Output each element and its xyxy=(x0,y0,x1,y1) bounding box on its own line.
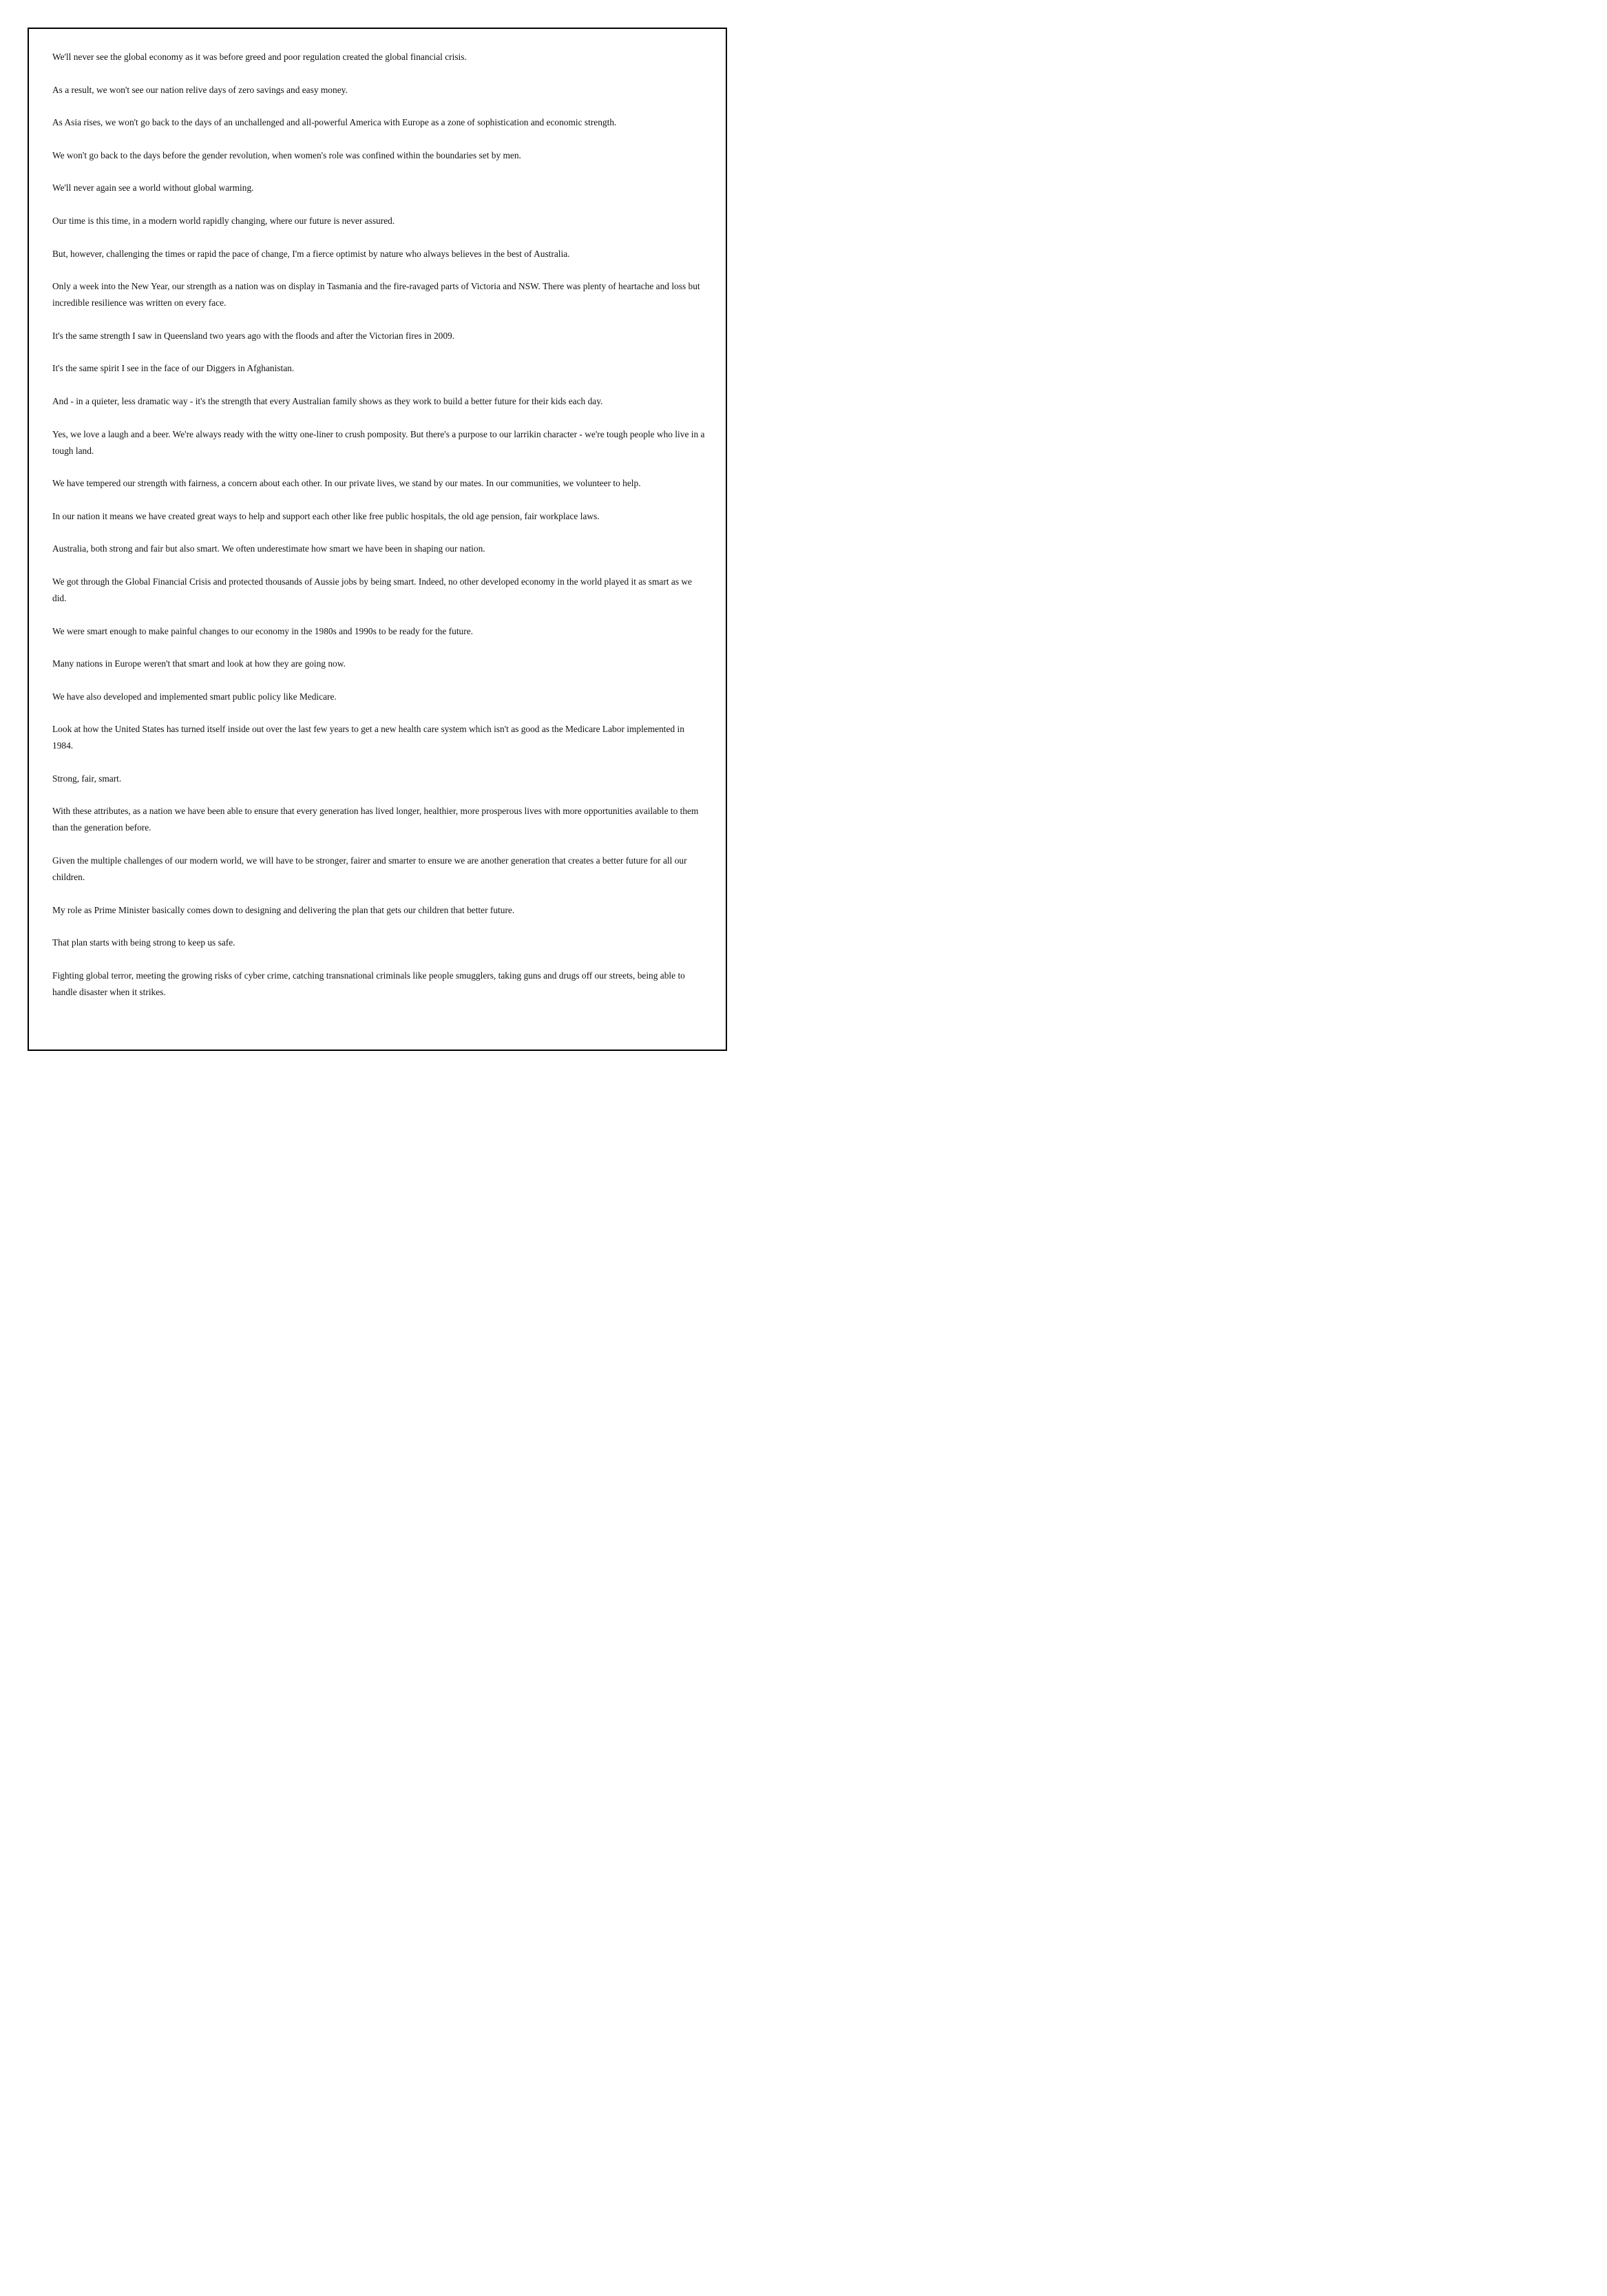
paragraph-24: My role as Prime Minister basically comes down to designing and delivering the plan that gets our children that better future. xyxy=(52,904,515,915)
paragraph-23: Given the multiple challenges of our modern world, we will have to be stronger, fairer and smarter to ensure we are another generation that creates a better future for all our children. xyxy=(52,855,687,883)
paragraph-14: In our nation it means we have created great ways to help and support each other like free public hospitals, the old age pension, fair workplace laws. xyxy=(52,510,600,521)
paragraph-19: We have also developed and implemented smart public policy like Medicare. xyxy=(52,691,337,702)
paragraph-3: As Asia rises, we won't go back to the days of an unchallenged and all-powerful America with Europe as a zone of sophistication and economic strength. xyxy=(52,117,617,128)
paragraph-22: With these attributes, as a nation we have been able to ensure that every generation has lived longer, healthier, more prosperous lives with more opportunities available to them than the generation before. xyxy=(52,806,699,833)
paragraph-16: We got through the Global Financial Crisis and protected thousands of Aussie jobs by being smart. Indeed, no other developed economy in the world played it as smart as we did. xyxy=(52,576,693,603)
paragraph-8: Only a week into the New Year, our strength as a nation was on display in Tasmania and the fire-ravaged parts of Victoria and NSW. There was plenty of heartache and loss but incredible resilience was written on every face. xyxy=(52,281,700,309)
paragraph-25: That plan starts with being strong to keep us safe. xyxy=(52,937,235,948)
paragraph-6: Our time is this time, in a modern world rapidly changing, where our future is never assured. xyxy=(52,215,395,226)
paragraph-10: It's the same spirit I see in the face of our Diggers in Afghanistan. xyxy=(52,363,295,374)
paragraph-5: We'll never again see a world without global warming. xyxy=(52,182,254,194)
paragraph-1: We'll never see the global economy as it was before greed and poor regulation created the global financial crisis. xyxy=(52,52,467,62)
paragraph-12: Yes, we love a laugh and a beer. We're always ready with the witty one-liner to crush pomposity. But there's a purpose to our larrikin character - we're tough people who live in a tough land. xyxy=(52,428,705,456)
paragraph-21: Strong, fair, smart. xyxy=(52,773,122,784)
document-body xyxy=(52,49,706,1016)
paragraph-4: We won't go back to the days before the gender revolution, when women's role was confined within the boundaries set by men. xyxy=(52,149,521,160)
paragraph-11: And - in a quieter, less dramatic way - it's the strength that every Australian family shows as they work to build a better future for their kids each day. xyxy=(52,395,603,406)
paragraph-18: Many nations in Europe weren't that smart and look at how they are going now. xyxy=(52,658,346,669)
paragraph-26: Fighting global terror, meeting the growing risks of cyber crime, catching transnational criminals like people smugglers, taking guns and drugs off our streets, being able to handle disaster when it strikes. xyxy=(52,970,685,997)
paragraph-17: We were smart enough to make painful changes to our economy in the 1980s and 1990s to be ready for the future. xyxy=(52,625,473,636)
paragraph-15: Australia, both strong and fair but also smart. We often underestimate how smart we have been in shaping our nation. xyxy=(52,543,485,554)
paragraph-13: We have tempered our strength with fairness, a concern about each other. In our private lives, we stand by our mates. In our communities, we volunteer to help. xyxy=(52,478,641,489)
paragraph-7: But, however, challenging the times or rapid the pace of change, I'm a fierce optimist by nature who always believes in the best of Australia. xyxy=(52,248,570,259)
paragraph-9: It's the same strength I saw in Queensland two years ago with the floods and after the Victorian fires in 2009. xyxy=(52,330,455,341)
paragraph-20: Look at how the United States has turned itself inside out over the last few years to get a new health care system which isn't as good as the Medicare Labor implemented in 1984. xyxy=(52,724,684,751)
paragraph-2: As a result, we won't see our nation relive days of zero savings and easy money. xyxy=(52,84,348,95)
